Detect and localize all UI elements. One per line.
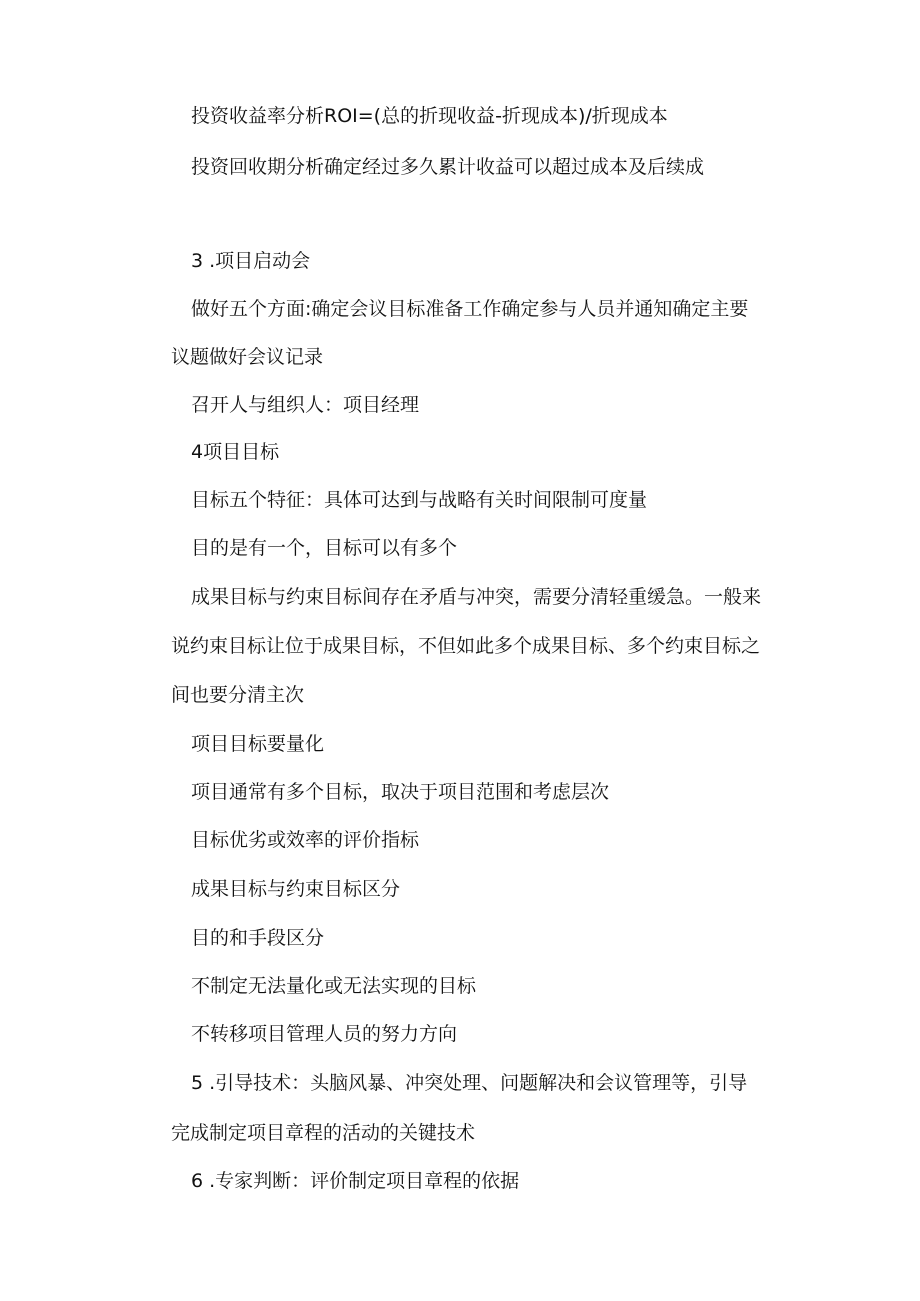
paragraph-quantify-goals: 项目目标要量化 xyxy=(191,733,325,755)
heading-project-kickoff: 3 .项目启动会 xyxy=(191,250,311,272)
paragraph-no-shift-effort: 不转移项目管理人员的努力方向 xyxy=(191,1023,458,1045)
paragraph-goal-distinction: 成果目标与约束目标区分 xyxy=(191,878,401,900)
paragraph-no-unquantifiable: 不制定无法量化或无法实现的目标 xyxy=(191,975,477,997)
heading-project-goals: 4项目目标 xyxy=(191,441,280,463)
paragraph-goal-conflict: 成果目标与约束目标间存在矛盾与冲突，需要分清轻重缓急。一般来 xyxy=(191,586,762,608)
paragraph-facilitation: 5 .引导技术：头脑风暴、冲突处理、问题解决和会议管理等，引导 xyxy=(191,1072,748,1094)
paragraph-roi-analysis: 投资收益率分析ROI=(总的折现收益-折现成本)/折现成本 xyxy=(191,105,668,127)
paragraph-means-distinction: 目的和手段区分 xyxy=(191,927,325,949)
paragraph-five-aspects: 做好五个方面:确定会议目标准备工作确定参与人员并通知确定主要 xyxy=(191,298,749,320)
paragraph-expert-judgment: 6 .专家判断：评价制定项目章程的依据 xyxy=(191,1170,520,1192)
paragraph-organizer: 召开人与组织人：项目经理 xyxy=(191,394,420,416)
paragraph-payback-analysis: 投资回收期分析确定经过多久累计收益可以超过成本及后续成 xyxy=(191,156,705,178)
paragraph-purpose-vs-goals: 目的是有一个，目标可以有多个 xyxy=(191,537,458,559)
paragraph-goal-conflict-cont2: 间也要分清主次 xyxy=(171,684,305,706)
paragraph-five-aspects-cont: 议题做好会议记录 xyxy=(171,346,324,368)
paragraph-evaluation-metrics: 目标优劣或效率的评价指标 xyxy=(191,829,420,851)
paragraph-multiple-goals: 项目通常有多个目标，取决于项目范围和考虑层次 xyxy=(191,781,610,803)
paragraph-goal-features: 目标五个特征：具体可达到与战略有关时间限制可度量 xyxy=(191,489,648,511)
paragraph-goal-conflict-cont1: 说约束目标让位于成果目标，不但如此多个成果目标、多个约束目标之 xyxy=(171,635,761,657)
paragraph-facilitation-cont: 完成制定项目章程的活动的关键技术 xyxy=(171,1122,476,1144)
